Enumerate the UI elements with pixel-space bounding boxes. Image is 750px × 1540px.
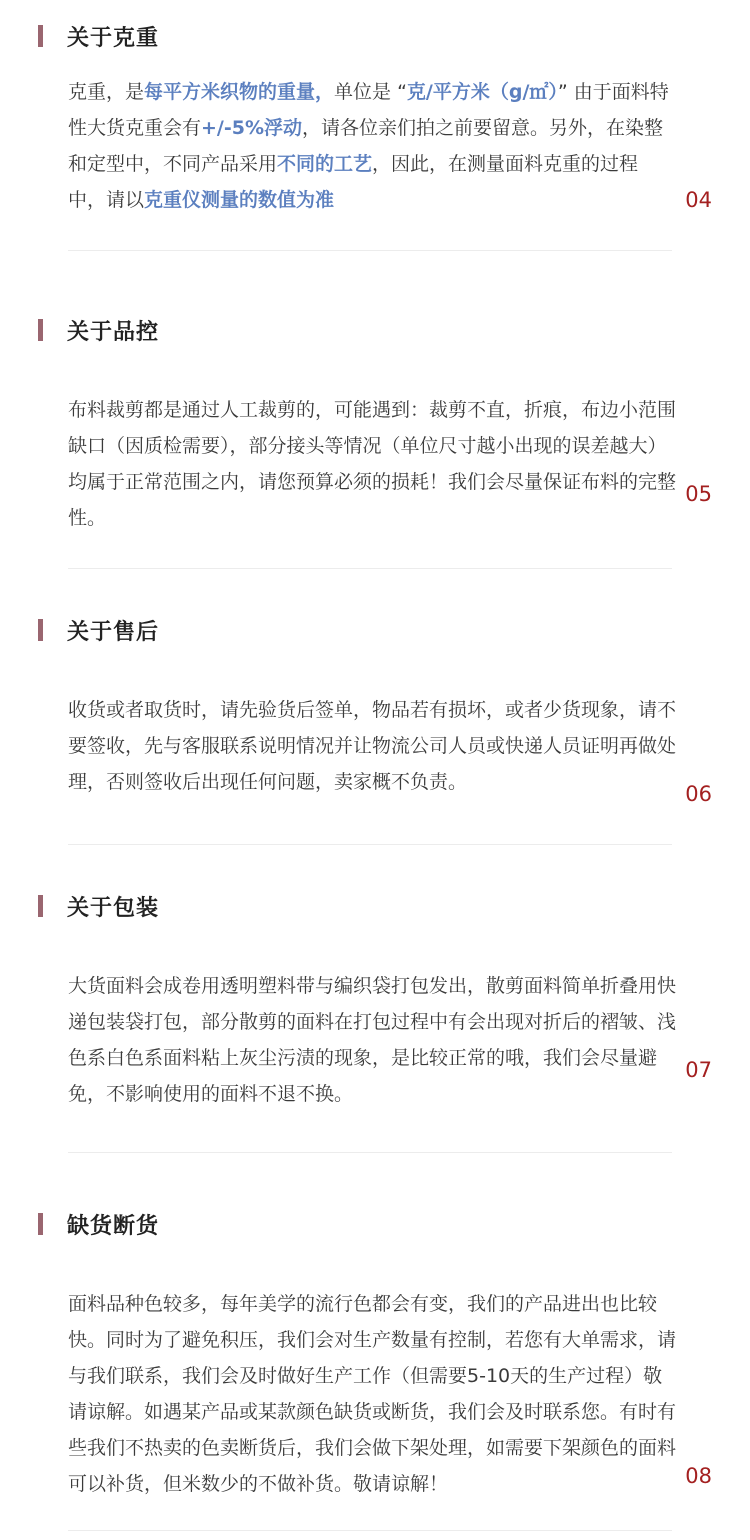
section-number: 06 bbox=[685, 782, 712, 806]
section-title: 关于包装 bbox=[67, 895, 160, 921]
accent-bar bbox=[38, 319, 43, 341]
section-header bbox=[38, 618, 160, 645]
section-number: 04 bbox=[685, 188, 712, 212]
highlight-text: 不同的工艺 bbox=[277, 153, 373, 175]
section-header bbox=[38, 894, 160, 921]
section-title: 缺货断货 bbox=[67, 1213, 160, 1239]
divider bbox=[68, 1152, 672, 1153]
text-run: ，请各位亲们拍之前要留意。另外，在染整和定型中，不同产品采用 bbox=[68, 117, 664, 175]
section-header bbox=[38, 24, 160, 51]
section-text bbox=[68, 74, 676, 218]
section-header bbox=[38, 318, 160, 345]
section-title: 关于克重 bbox=[67, 25, 160, 51]
divider bbox=[68, 844, 672, 845]
accent-bar bbox=[38, 1213, 43, 1235]
section-header bbox=[38, 1212, 160, 1239]
section-text: 布料裁剪都是通过人工裁剪的，可能遇到：裁剪不直，折痕，布边小范围缺口（因质检需要），部分接头等情况（单位尺寸越小出现的误差越大）均属于正常范围之内，请您预算必须的损耗！我们会尽量保证布料的完整性。 bbox=[68, 399, 677, 529]
section-title: 关于品控 bbox=[67, 319, 160, 345]
text-run: 克重，是 bbox=[68, 81, 145, 103]
highlight-text: 克重仪测量的数值为准 bbox=[144, 189, 335, 211]
section-text: 大货面料会成卷用透明塑料带与编织袋打包发出，散剪面料简单折叠用快递包装袋打包，部分散剪的面料在打包过程中有会出现对折后的褶皱、浅色系白色系面料粘上灰尘污渍的现象，是比较正常的哦，我们会尽量避免，不影响使用的面料不退不换。 bbox=[68, 975, 677, 1105]
section-text: 面料品种色较多，每年美学的流行色都会有变，我们的产品进出也比较快。同时为了避免积压，我们会对生产数量有控制，若您有大单需求，请与我们联系，我们会及时做好生产工作（但需要5-10天的生产过程）敬请谅解。如遇某产品或某款颜色缺货或断货，我们会及时联系您。有时有些我们不热卖的色卖断货后，我们会做下架处理，如需要下架颜色的面料可以补货，但米数少的不做补货。敬请谅解！ bbox=[68, 1293, 677, 1495]
highlight-text: 每平方米织物的重量， bbox=[144, 81, 335, 103]
highlight-text: +/-5%浮动 bbox=[201, 117, 303, 139]
section-number: 08 bbox=[685, 1464, 712, 1488]
divider bbox=[68, 1530, 672, 1531]
text-run: ” 由于面料特性大货克重会有 bbox=[68, 81, 669, 139]
accent-bar bbox=[38, 619, 43, 641]
accent-bar bbox=[38, 895, 43, 917]
section-title: 关于售后 bbox=[67, 619, 160, 645]
section-number: 05 bbox=[685, 482, 712, 506]
highlight-text: 克/平方米（g/㎡） bbox=[406, 81, 558, 103]
divider bbox=[68, 250, 672, 251]
accent-bar bbox=[38, 25, 43, 47]
text-run: 单位是 “ bbox=[334, 81, 407, 103]
section-text: 收货或者取货时，请先验货后签单，物品若有损坏，或者少货现象，请不要签收，先与客服联系说明情况并让物流公司人员或快递人员证明再做处理，否则签收后出现任何问题，卖家概不负责。 bbox=[68, 699, 677, 793]
divider bbox=[68, 568, 672, 569]
section-number: 07 bbox=[685, 1058, 712, 1082]
text-run: ，因此，在测量面料克重的过程中，请以 bbox=[68, 153, 639, 211]
